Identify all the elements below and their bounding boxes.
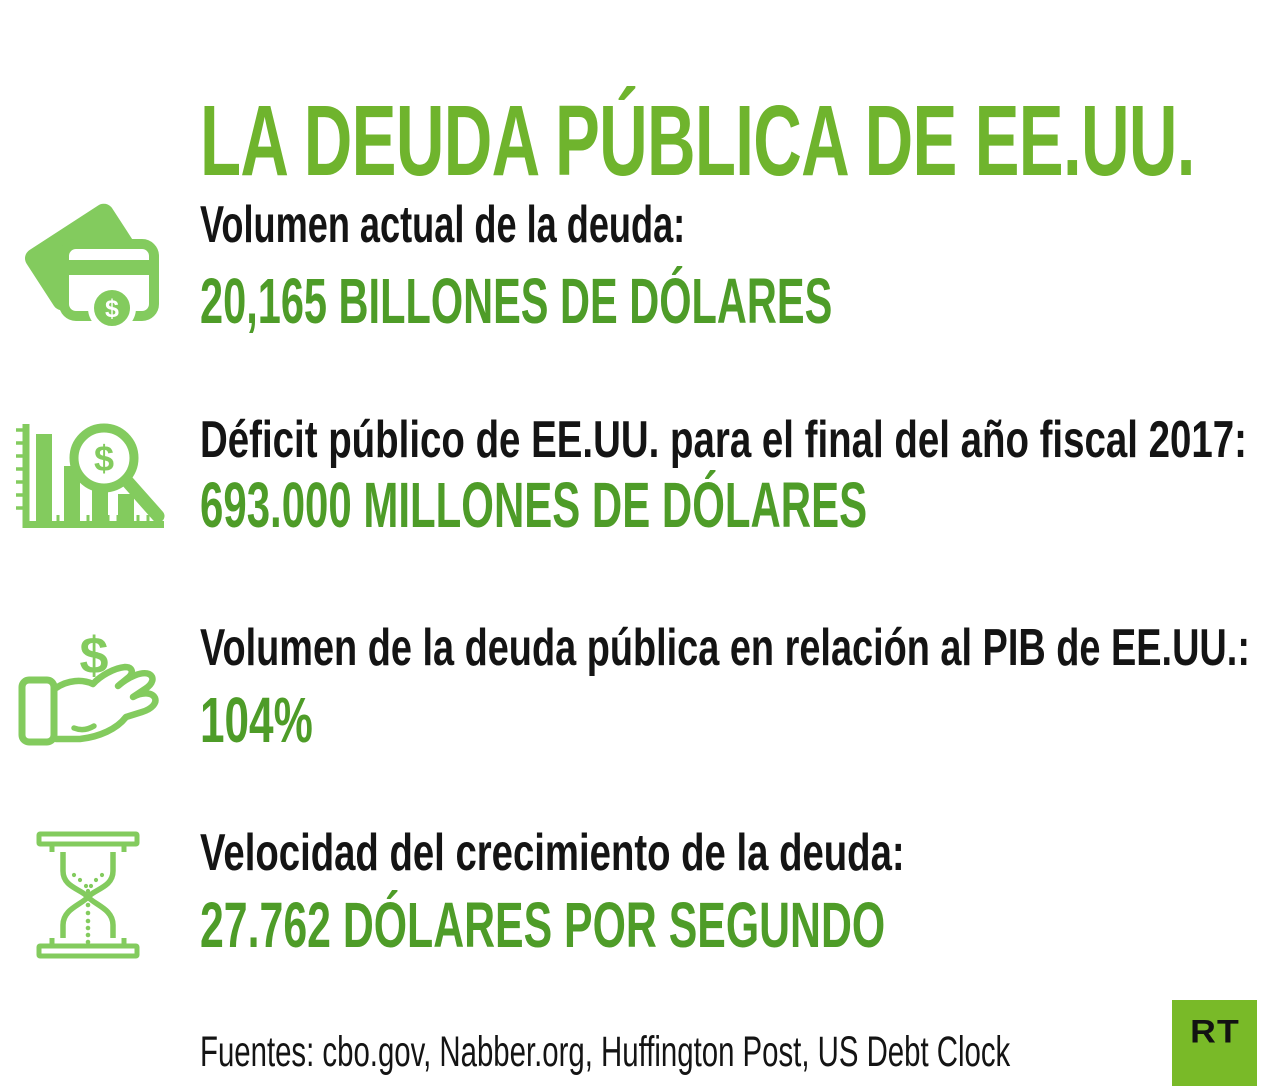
hourglass-icon: [36, 831, 140, 964]
section-1-label: Volumen actual de la deuda:: [200, 196, 686, 254]
section-4-value: 27.762 DÓLARES POR SEGUNDO: [200, 889, 886, 961]
hand-receiving-dollar-icon: [14, 618, 164, 757]
section-2-value: 693.000 MILLONES DE DÓLARES: [200, 469, 868, 541]
credit-cards-icon: [22, 196, 162, 349]
dollar-glyph: $: [93, 438, 115, 479]
section-3-value: 104%: [200, 684, 313, 756]
page-title: LA DEUDA PÚBLICA DE EE.UU.: [200, 85, 1195, 197]
sources-text: Fuentes: cbo.gov, Nabber.org, Huffington Post, US Debt Clock: [200, 1028, 1011, 1076]
section-1-value: 20,165 BILLONES DE DÓLARES: [200, 265, 833, 337]
section-4-label: Velocidad del crecimiento de la deuda:: [200, 824, 905, 882]
bar-chart-magnifier-icon: [12, 420, 170, 537]
section-2-label: Déficit público de EE.UU. para el final del año fiscal 2017:: [200, 411, 1247, 469]
rt-logo-text: RT: [1189, 1013, 1240, 1050]
rt-logo: [1172, 1000, 1257, 1086]
section-3-label: Volumen de la deuda pública en relación al PIB de EE.UU.:: [200, 619, 1250, 677]
dollar-glyph: $: [79, 627, 109, 685]
dollar-glyph: $: [105, 295, 119, 323]
